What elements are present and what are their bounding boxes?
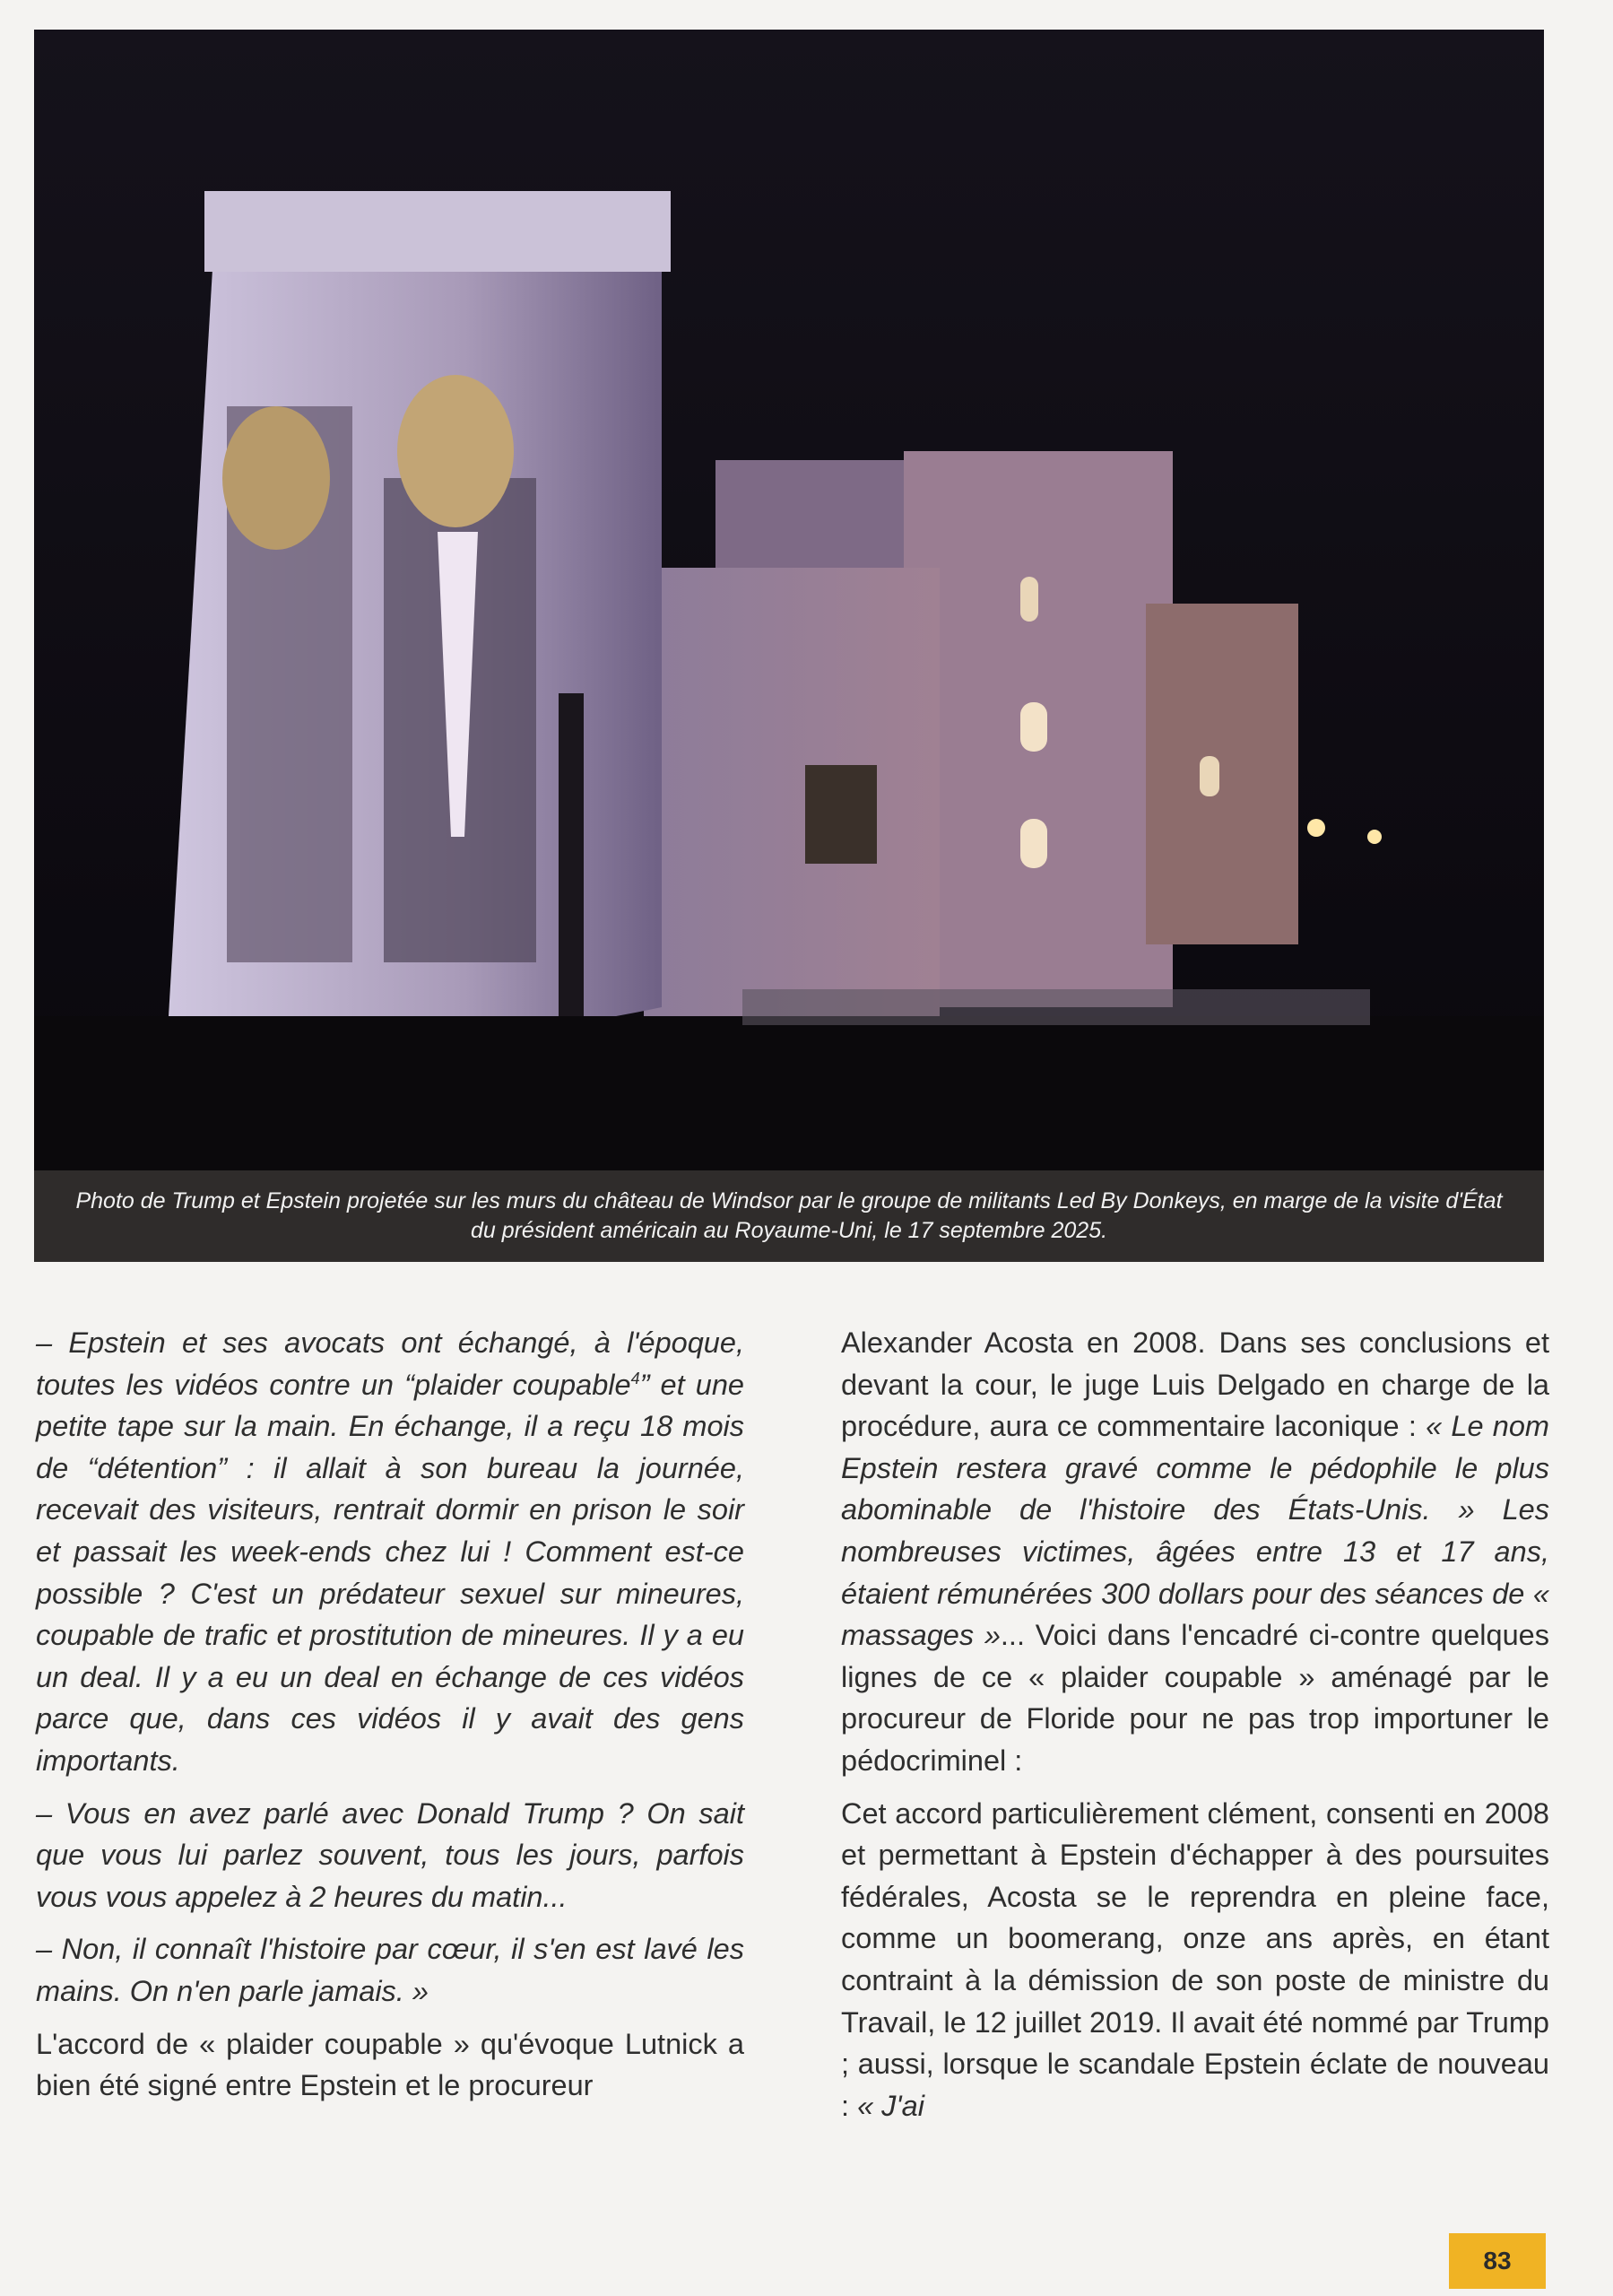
article-column-right — [841, 1322, 1549, 2137]
body-paragraph — [841, 1793, 1549, 2127]
photo-caption-text: Photo de Trump et Epstein projetée sur les murs du château de Windsor par le groupe de militants Led By Donkeys, en marge de la visite d'État du président américain au Royaume-Uni, le 17 septembre 2025. — [75, 1188, 1503, 1243]
interview-answer-paragraph: – Non, il connaît l'histoire par cœur, il s'en est lavé les mains. On n'en parle jamais. » — [36, 1933, 744, 2007]
castle-projection-image — [34, 30, 1544, 1170]
article-column-left — [36, 1322, 744, 2118]
windsor-castle-photo — [34, 30, 1544, 1170]
paragraph-text: Cet accord particulièrement clément, consenti en 2008 et permettant à Epstein d'échapper à des poursuites fédérales, Acosta se le reprendra en pleine face, comme un boomerang, onze ans après, en étant contraint à la démission de son poste de ministre du Travail, le 12 juillet 2019. Il avait été nommé par Trump ; aussi, lorsque le scandale Epstein éclate de nouveau : — [841, 1796, 1549, 2122]
page-number-text: 83 — [1483, 2247, 1512, 2274]
interview-answer-paragraph — [36, 1322, 744, 1782]
paragraph-text: ... Voici dans l'encadré ci-contre quelques lignes de ce « plaider coupable » aménagé par le procureur de Floride pour ne pas trop importuner le pédocriminel : — [841, 1619, 1550, 1777]
body-paragraph: L'accord de « plaider coupable » qu'évoque Lutnick a bien été signé entre Epstein et le procureur — [36, 2027, 744, 2102]
body-paragraph — [841, 1322, 1549, 1782]
judge-quote: « Le nom Epstein restera gravé comme le pédophile le plus abominable de l'histoire des États-Unis. » Les nombreuses victimes, âgées entre 13 et 17 ans, étaient rémunérées 300 dollars pour des séances de « massages » — [841, 1410, 1549, 1652]
quote-start: « J'ai — [857, 2089, 924, 2122]
paragraph-text: ” et une petite tape sur la main. En échange, il a reçu 18 mois de “détention” : il allait à son bureau la journée, recevait des visiteurs, rentrait dormir en prison le soir et passait les week-ends chez lui ! Comment est-ce possible ? C'est un prédateur sexuel sur mineures, coupable de trafic et prostitution de mineures. Il y a eu un deal. Il y a eu un deal en échange de ces vidéos parce que, dans ces vidéos il y avait des gens importants. — [36, 1368, 744, 1777]
paragraph-text: – Epstein et ses avocats ont échangé, à l'époque, toutes les vidéos contre un “plaider coupable — [36, 1326, 744, 1401]
photo-caption — [34, 1170, 1544, 1262]
page-number — [1449, 2233, 1546, 2289]
interview-question-paragraph: – Vous en avez parlé avec Donald Trump ? On sait que vous lui parlez souvent, tous les jours, parfois vous vous appelez à 2 heures du matin... — [36, 1796, 744, 1913]
paragraph-text: Alexander Acosta en 2008. Dans ses conclusions et devant la cour, le juge Luis Delgado en charge de la procédure, aura ce commentaire laconique : — [841, 1326, 1549, 1443]
footnote-ref: 4 — [630, 1369, 640, 1387]
